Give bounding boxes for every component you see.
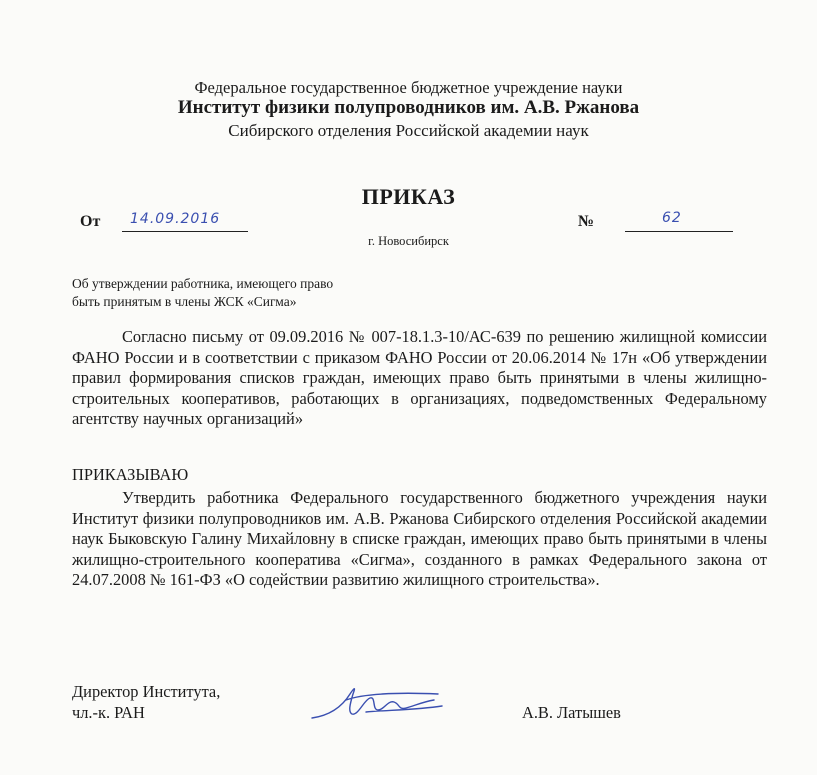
subject-line-1: Об утверждении работника, имеющего право xyxy=(72,276,334,291)
date-underline xyxy=(122,231,248,232)
signer-position-line-1: Директор Института, xyxy=(72,682,221,701)
document-title: ПРИКАЗ xyxy=(361,184,456,209)
body-paragraph-2 xyxy=(72,488,767,591)
city: г. Новосибирск xyxy=(368,234,449,248)
handwritten-signature xyxy=(306,680,446,726)
institute-name: Институт физики полупроводников им. А.В. Ржанова xyxy=(177,97,640,118)
paragraph-2-text: Утвердить работника Федерального государственного бюджетного учреждения науки Институт физики полупроводников им. А.В. Ржанова Сибирского отделения Российской академии наук Быковскую Галину Михайловну в списке граждан, имеющих право быть принятыми в члены жилищно-строительного кооператива «Сигма», созданного в рамках Федерального закона от 24.07.2008 № 161-ФЗ «О содействии развитию жилищного строительства». xyxy=(72,488,767,589)
number-label: № xyxy=(578,213,595,230)
order-word: ПРИКАЗЫВАЮ xyxy=(72,465,189,484)
subject xyxy=(72,275,333,311)
number-handwritten: 62 xyxy=(662,210,682,226)
signer-position-line-2: чл.-к. РАН xyxy=(72,703,145,722)
org-line-1: Федеральное государственное бюджетное учреждение науки xyxy=(194,78,623,97)
signer-position xyxy=(72,681,220,723)
paragraph-1-text: Согласно письму от 09.09.2016 № 007-18.1.3-10/АС-639 по решению жилищной комиссии ФАНО России и в соответствии с приказом ФАНО России от 20.06.2014 № 17н «Об утверждении правил формирования списков граждан, имеющих право быть принятыми в члены жилищно-строительных кооперативов, работающих в организациях, подведомственных Федеральному агентству научных организаций» xyxy=(72,327,767,428)
date-label: От xyxy=(80,213,101,230)
date-handwritten: 14.09.2016 xyxy=(130,211,221,227)
body-paragraph-1 xyxy=(72,327,767,430)
subject-line-2: быть принятым в члены ЖСК «Сигма» xyxy=(72,294,297,309)
signer-name: А.В. Латышев xyxy=(522,703,621,722)
org-line-3: Сибирского отделения Российской академии наук xyxy=(228,121,589,140)
number-underline xyxy=(625,231,733,232)
